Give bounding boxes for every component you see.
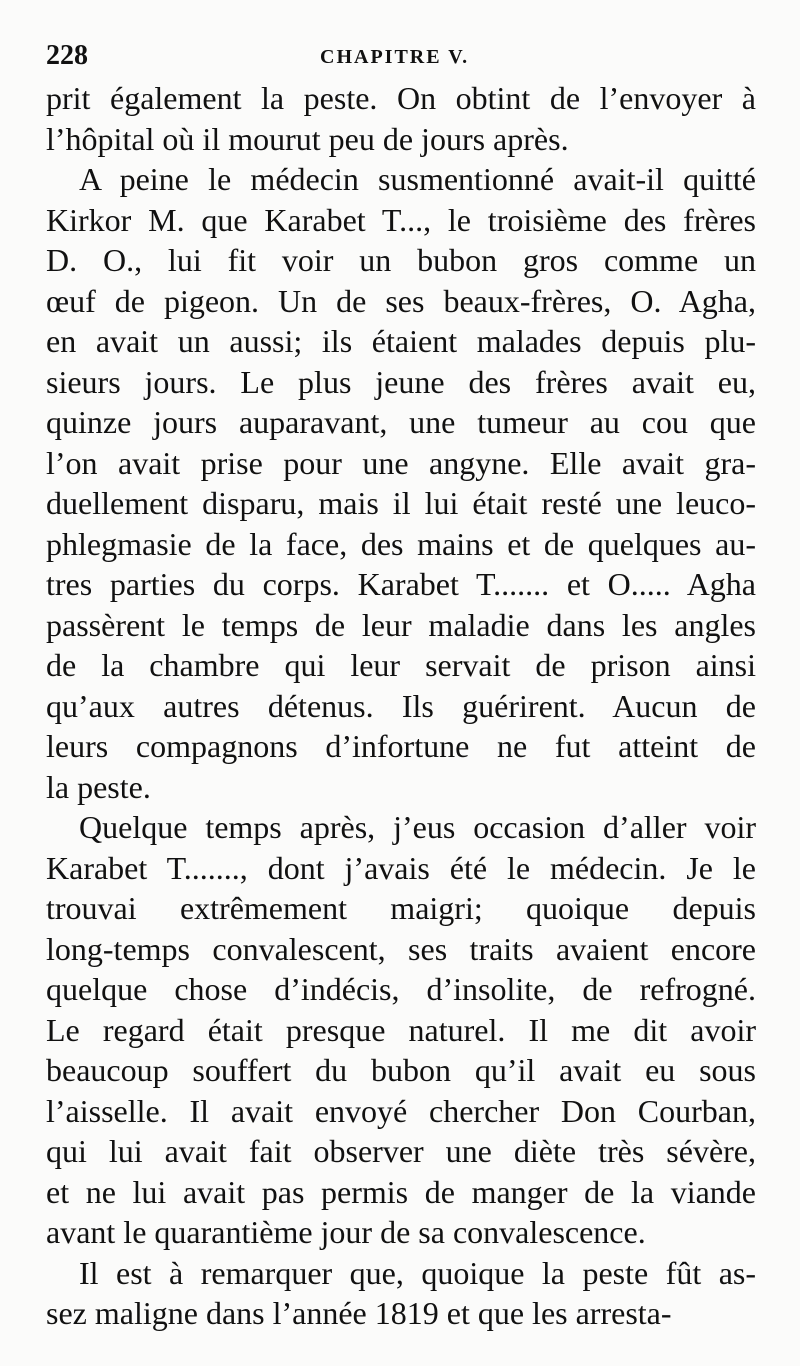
text-line: Il est à remarquer que, quoique la peste fût as- <box>79 1254 756 1291</box>
text-line: la peste. <box>46 768 151 805</box>
text-line: Le regard était presque naturel. Il me dit avoir <box>46 1011 756 1048</box>
text-line: duellement disparu, mais il lui était resté une leuco- <box>46 485 756 521</box>
text-line: prit également la peste. On obtint de l’envoyer à <box>46 80 756 116</box>
paragraph <box>46 78 756 159</box>
text-line: tres parties du corps. Karabet T....... et O..... Agha <box>46 566 756 602</box>
text-line: sez maligne dans l’année 1819 et que les arresta- <box>46 1295 672 1331</box>
text-line: avant le quarantième jour de sa convalescence. <box>46 1214 646 1250</box>
text-line: Quelque temps après, j’eus occasion d’aller voir <box>79 809 756 845</box>
text-line: long-temps convalescent, ses traits avaient encore <box>46 930 756 967</box>
text-line: l’hôpital où il mourut peu de jours après. <box>46 120 569 157</box>
text-line: Kirkor M. que Karabet T..., le troisième des frères <box>46 201 756 238</box>
body-text <box>46 78 756 1334</box>
text-line: de la chambre qui leur servait de prison ainsi <box>46 647 756 683</box>
page-header <box>46 40 758 80</box>
text-line: quelque chose d’indécis, d’insolite, de refrogné. <box>46 971 756 1007</box>
text-line: l’aisselle. Il avait envoyé chercher Don Courban, <box>46 1092 756 1129</box>
paragraph <box>46 1253 756 1334</box>
page-number: 228 <box>46 40 88 71</box>
text-line: en avait un aussi; ils étaient malades depuis plu- <box>46 323 756 359</box>
text-line: l’on avait prise pour une angyne. Elle avait gra- <box>46 444 756 481</box>
paragraph <box>46 159 756 807</box>
text-line: leurs compagnons d’infortune ne fut atteint de <box>46 728 756 764</box>
text-line: A peine le médecin susmentionné avait-il quitté <box>79 161 756 197</box>
text-line: D. O., lui fit voir un bubon gros comme un <box>46 242 756 278</box>
text-line: qu’aux autres détenus. Ils guérirent. Aucun de <box>46 687 756 724</box>
text-line: sieurs jours. Le plus jeune des frères avait eu, <box>46 363 756 400</box>
text-line: passèrent le temps de leur maladie dans les angles <box>46 606 756 643</box>
text-line: phlegmasie de la face, des mains et de quelques au- <box>46 525 756 562</box>
text-line: et ne lui avait pas permis de manger de la viande <box>46 1173 756 1210</box>
text-line: quinze jours auparavant, une tumeur au cou que <box>46 404 756 440</box>
text-line: Karabet T......., dont j’avais été le médecin. Je le <box>46 849 756 886</box>
chapter-heading: CHAPITRE V. <box>320 46 470 68</box>
text-line: œuf de pigeon. Un de ses beaux-frères, O. Agha, <box>46 282 756 319</box>
paragraph <box>46 807 756 1253</box>
text-line: qui lui avait fait observer une diète très sévère, <box>46 1133 756 1169</box>
text-line: trouvai extrêmement maigri; quoique depuis <box>46 890 756 926</box>
text-line: beaucoup souffert du bubon qu’il avait eu sous <box>46 1052 756 1088</box>
